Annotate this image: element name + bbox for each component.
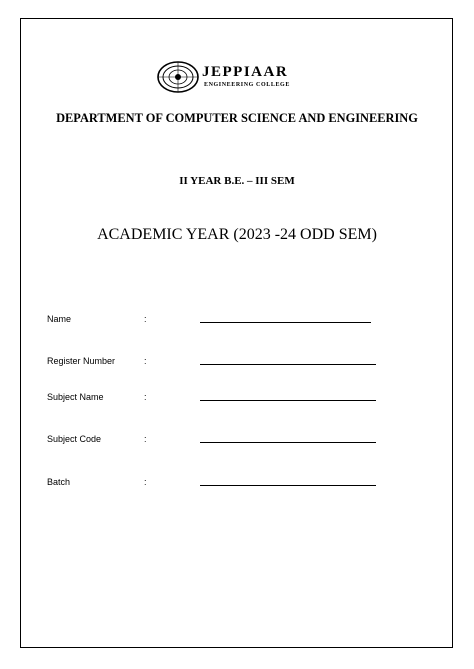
field-blank-line[interactable] <box>200 400 376 401</box>
field-colon: : <box>144 314 147 324</box>
college-logo <box>156 60 326 94</box>
year-semester: II YEAR B.E. – III SEM <box>179 175 295 187</box>
register-number-field <box>47 356 387 370</box>
field-blank-line[interactable] <box>200 322 371 323</box>
field-label: Name <box>47 314 72 324</box>
field-label: Batch <box>47 477 71 487</box>
field-colon: : <box>144 477 147 487</box>
field-blank-line[interactable] <box>200 364 376 365</box>
subject-name-field <box>47 392 387 406</box>
field-colon: : <box>144 434 147 444</box>
field-colon: : <box>144 356 147 366</box>
college-subtitle: ENGINEERING COLLEGE <box>204 82 290 88</box>
field-label: Register Number <box>47 356 116 366</box>
college-name: JEPPIAAR <box>202 64 289 80</box>
name-field <box>47 314 387 328</box>
subject-code-field <box>47 434 387 448</box>
field-blank-line[interactable] <box>200 485 376 486</box>
field-label: Subject Code <box>47 434 102 444</box>
field-colon: : <box>144 392 147 402</box>
field-blank-line[interactable] <box>200 442 376 443</box>
academic-year: ACADEMIC YEAR (2023 -24 ODD SEM) <box>97 226 377 243</box>
field-label: Subject Name <box>47 392 104 402</box>
department-title: DEPARTMENT OF COMPUTER SCIENCE AND ENGINEERING <box>56 111 418 125</box>
batch-field <box>47 477 387 491</box>
college-emblem-icon <box>156 60 200 94</box>
